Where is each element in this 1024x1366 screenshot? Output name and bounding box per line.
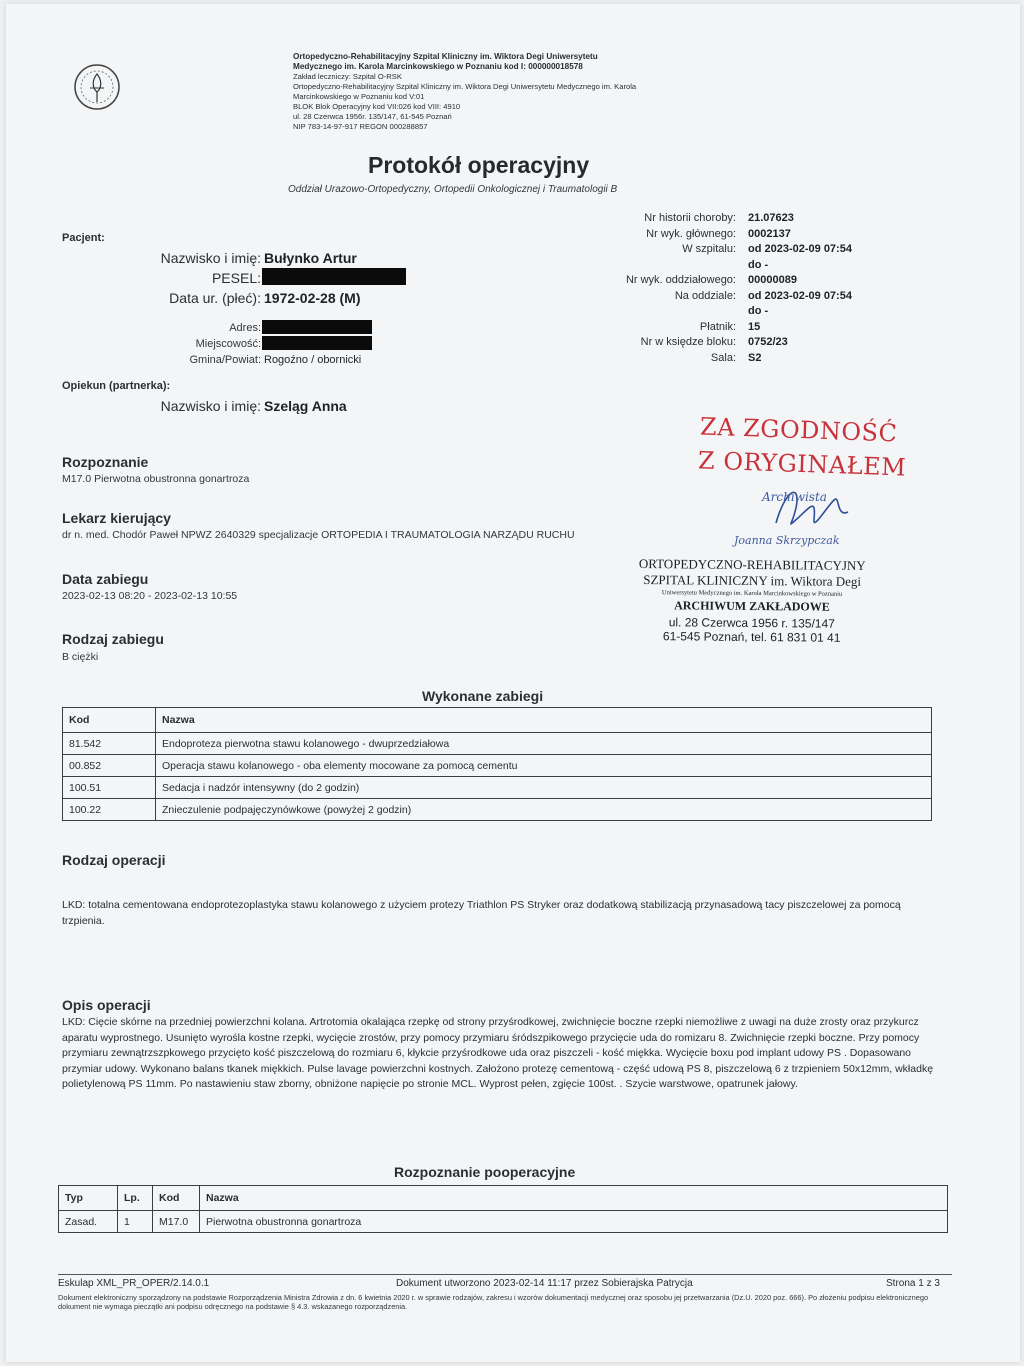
record-value: do - xyxy=(748,305,769,317)
record-value: 0752/23 xyxy=(748,336,788,348)
archive-stamp-line: ul. 28 Czerwca 1956 r. 135/147 xyxy=(668,615,835,631)
hospital-line: Zakład leczniczy: Szpital O-RSK xyxy=(293,72,402,81)
table-row xyxy=(63,755,932,777)
record-value: 21.07623 xyxy=(748,212,794,224)
record-value: od 2023-02-09 07:54 xyxy=(748,243,852,255)
doctor-heading: Lekarz kierujący xyxy=(62,510,171,526)
table-cell: 1 xyxy=(118,1211,153,1233)
gmina-value: Rogoźno / obornicki xyxy=(264,354,362,366)
record-key: Sala: xyxy=(710,351,736,364)
hospital-line: Ortopedyczno-Rehabilitacyjny Szpital Kliniczny im. Wiktora Degi Uniwersytetu Medycznego im. Karola xyxy=(293,82,637,91)
patient-section-label: Pacjent: xyxy=(62,232,105,244)
footer-left: Eskulap XML_PR_OPER/2.14.0.1 xyxy=(58,1278,210,1289)
footer-right: Strona 1 z 3 xyxy=(886,1278,940,1289)
table-cell: Pierwotna obustronna gonartroza xyxy=(200,1211,948,1233)
table-cell: Znieczulenie podpajęczynówkowe (powyżej 2 godzin) xyxy=(156,799,932,821)
column-header: Nazwa xyxy=(156,708,932,733)
procedure-type-heading: Rodzaj zabiegu xyxy=(62,631,164,647)
diagnosis-text: M17.0 Pierwotna obustronna gonartroza xyxy=(62,473,250,485)
record-value: 15 xyxy=(748,320,761,333)
guardian-name: Szeląg Anna xyxy=(264,398,347,414)
hospital-name: Ortopedyczno-Rehabilitacyjny Szpital Kliniczny im. Wiktora Degi Uniwersytetu xyxy=(293,52,598,61)
city-redaction xyxy=(262,336,372,350)
archive-stamp-line: Uniwersytetu Medycznego im. Karola Marcinkowskiego w Poznaniu xyxy=(661,589,843,598)
city-label: Miejscowość: xyxy=(195,338,261,350)
column-header: Lp. xyxy=(118,1186,153,1211)
guardian-section-label: Opiekun (partnerka): xyxy=(62,380,171,392)
procedures-table xyxy=(62,707,932,821)
archivist-signature-name: Joanna Skrzypczak xyxy=(734,534,840,547)
dob-label: Data ur. (płeć): xyxy=(169,290,261,306)
hospital-line: Marcinkowskiego w Poznaniu kod V:01 xyxy=(293,92,425,101)
record-key: Na oddziale: xyxy=(674,289,736,302)
archive-stamp-line: ARCHIWUM ZAKŁADOWE xyxy=(674,598,830,614)
postop-title: Rozpoznanie pooperacyjne xyxy=(394,1164,576,1180)
table-row xyxy=(59,1211,948,1233)
table-cell: Endoproteza pierwotna stawu kolanowego - dwuprzedziałowa xyxy=(156,733,932,755)
archive-stamp-line: 61-545 Poznań, tel. 61 831 01 41 xyxy=(662,629,841,645)
patient-name-label: Nazwisko i imię: xyxy=(160,250,261,266)
table-cell: Sedacja i nadzór intensywny (do 2 godzin) xyxy=(156,777,932,799)
guardian-name-label: Nazwisko i imię: xyxy=(160,398,261,414)
document-title: Protokół operacyjny xyxy=(368,152,590,178)
archive-stamp-line: ORTOPEDYCZNO-REHABILITACYJNY xyxy=(638,556,866,573)
footer-rule xyxy=(58,1274,952,1275)
operation-type-heading: Rodzaj operacji xyxy=(62,852,166,868)
department-subtitle: Oddział Urazowo-Ortopedyczny, Ortopedii Onkologicznej i Traumatologii B xyxy=(288,184,618,195)
operation-desc-heading: Opis operacji xyxy=(62,997,151,1013)
signature-icon xyxy=(756,478,866,538)
certified-stamp-line2: Z ORYGINAŁEM xyxy=(697,446,907,482)
postop-table xyxy=(58,1185,948,1233)
table-cell: 00.852 xyxy=(63,755,156,777)
hospital-logo-icon xyxy=(72,62,122,112)
table-cell: 100.22 xyxy=(63,799,156,821)
table-cell: M17.0 xyxy=(153,1211,200,1233)
table-cell: 81.542 xyxy=(63,733,156,755)
pesel-label: PESEL: xyxy=(211,270,261,286)
operation-desc-text: LKD: Cięcie skórne na przedniej powierzchni kolana. Artrotomia okalająca rzepkę od strony przyśrodkowej, zwichnięcie boczne rzepki niemożliwe z uwagi na duże zrosty oraz przykurcz aparatu wyprostnego. Usunięto wyrośla kostne rzepki, wycięcie zrostów, przy pomocy przymiaru śródszpikowego przycięcie uda do romizaru 8. Zwichnięcie rzepki boczne. Przy pomocy przymiaru zewnątrzszpkowego przycięto kość piszczelową do rozmiaru 6, kłykcie przyśrodkowe uda oraz piszczeli - kość miękka. Wycięcie boxu pod implant udowy PS . Dopasowano przymiar udowy. Wykonano balans tkanek miękkich. Pulse lavage powierzchni kostnych. Założono protezę cementową - część udową PS 8, piszczelową 6 z trzpieniem 50x12mm, wkładkę polietylenową PS 11mm. Po nastawieniu staw zborny, obniżone napięcie po stronie MCL. Wyprost pełen, zgięcie 100st. . Szycie warstwowe, opatrunek jałowy. xyxy=(62,1016,934,1090)
table-row xyxy=(63,777,932,799)
record-key: Nr w księdze bloku: xyxy=(640,336,736,348)
table-row xyxy=(63,733,932,755)
footer-legal: Dokument elektroniczny sporządzony na podstawie Rozporządzenia Ministra Zdrowia z dn. 6 kwietnia 2020 r. w sprawie rodzajów, zakresu i wzorów dokumentacji medycznej oraz sposobu jej przetwarzania (Dz.U. 2020 poz. 666). Po złożeniu podpisu elektronicznego dokument nie wymaga pieczątki ani podpisu odręcznego na podstawie § 4.3. wskazanego rozporządzenia. xyxy=(58,1293,929,1311)
hospital-line: ul. 28 Czerwca 1956r. 135/147, 61-545 Poznań xyxy=(293,112,452,121)
record-key: Płatnik: xyxy=(699,320,736,333)
hospital-header xyxy=(293,52,673,132)
footer-center: Dokument utworzono 2023-02-14 11:17 przez Sobierajska Patrycja xyxy=(396,1278,693,1289)
date-text: 2023-02-13 08:20 - 2023-02-13 10:55 xyxy=(62,590,238,602)
table-cell: Zasad. xyxy=(59,1211,118,1233)
table-row xyxy=(63,799,932,821)
archive-stamp xyxy=(602,556,903,646)
doctor-text: dr n. med. Chodór Paweł NPWZ 2640329 specjalizacje ORTOPEDIA I TRAUMATOLOGIA NARZĄDU RUCHU xyxy=(62,529,575,541)
operation-type-text: LKD: totalna cementowana endoprotezoplastyka stawu kolanowego z użyciem protezy Triathlon PS Stryker oraz dodatkową stabilizacją przynasadową tacy piszczelowej za pomocą trzpienia. xyxy=(62,899,901,927)
hospital-name-cont: Medycznego im. Karola Marcinkowskiego w Poznaniu kod I: 000000018578 xyxy=(293,62,583,71)
hospital-line: NIP 783-14-97-917 REGON 000288857 xyxy=(293,122,428,131)
dob-value: 1972-02-28 (M) xyxy=(264,290,361,306)
record-value: od 2023-02-09 07:54 xyxy=(748,289,852,302)
column-header: Kod xyxy=(63,708,156,733)
column-header: Kod xyxy=(153,1186,200,1211)
hospital-line: BLOK Blok Operacyjny kod VII:026 kod VIII: 4910 xyxy=(293,102,461,111)
pesel-redaction xyxy=(262,268,406,285)
record-value: 00000089 xyxy=(748,274,797,286)
record-value: 0002137 xyxy=(748,227,791,240)
procedure-type-text: B ciężki xyxy=(62,651,99,663)
patient-name: Bułynko Artur xyxy=(264,250,357,266)
record-key: Nr historii choroby: xyxy=(644,212,736,224)
record-key: Nr wyk. głównego: xyxy=(646,227,736,240)
diagnosis-heading: Rozpoznanie xyxy=(62,454,149,470)
record-key: Nr wyk. oddziałowego: xyxy=(625,274,736,286)
gmina-label: Gmina/Powiat: xyxy=(189,354,261,366)
archivist-label: Archiwista xyxy=(762,490,827,504)
document-page xyxy=(6,4,1020,1362)
date-heading: Data zabiegu xyxy=(62,571,149,587)
archive-stamp-line: SZPITAL KLINICZNY im. Wiktora Degi xyxy=(643,572,862,589)
record-value: do - xyxy=(748,258,769,271)
record-key: W szpitalu: xyxy=(682,243,736,255)
table-cell: Operacja stawu kolanowego - oba elementy mocowane za pomocą cementu xyxy=(156,755,932,777)
address-redaction xyxy=(262,320,372,334)
table-cell: 100.51 xyxy=(63,777,156,799)
certified-stamp-line1: ZA ZGODNOŚĆ xyxy=(699,412,898,448)
procedures-title: Wykonane zabiegi xyxy=(422,688,544,704)
address-label: Adres: xyxy=(229,322,261,334)
record-value: S2 xyxy=(748,351,762,364)
column-header: Typ xyxy=(59,1186,118,1211)
column-header: Nazwa xyxy=(200,1186,948,1211)
